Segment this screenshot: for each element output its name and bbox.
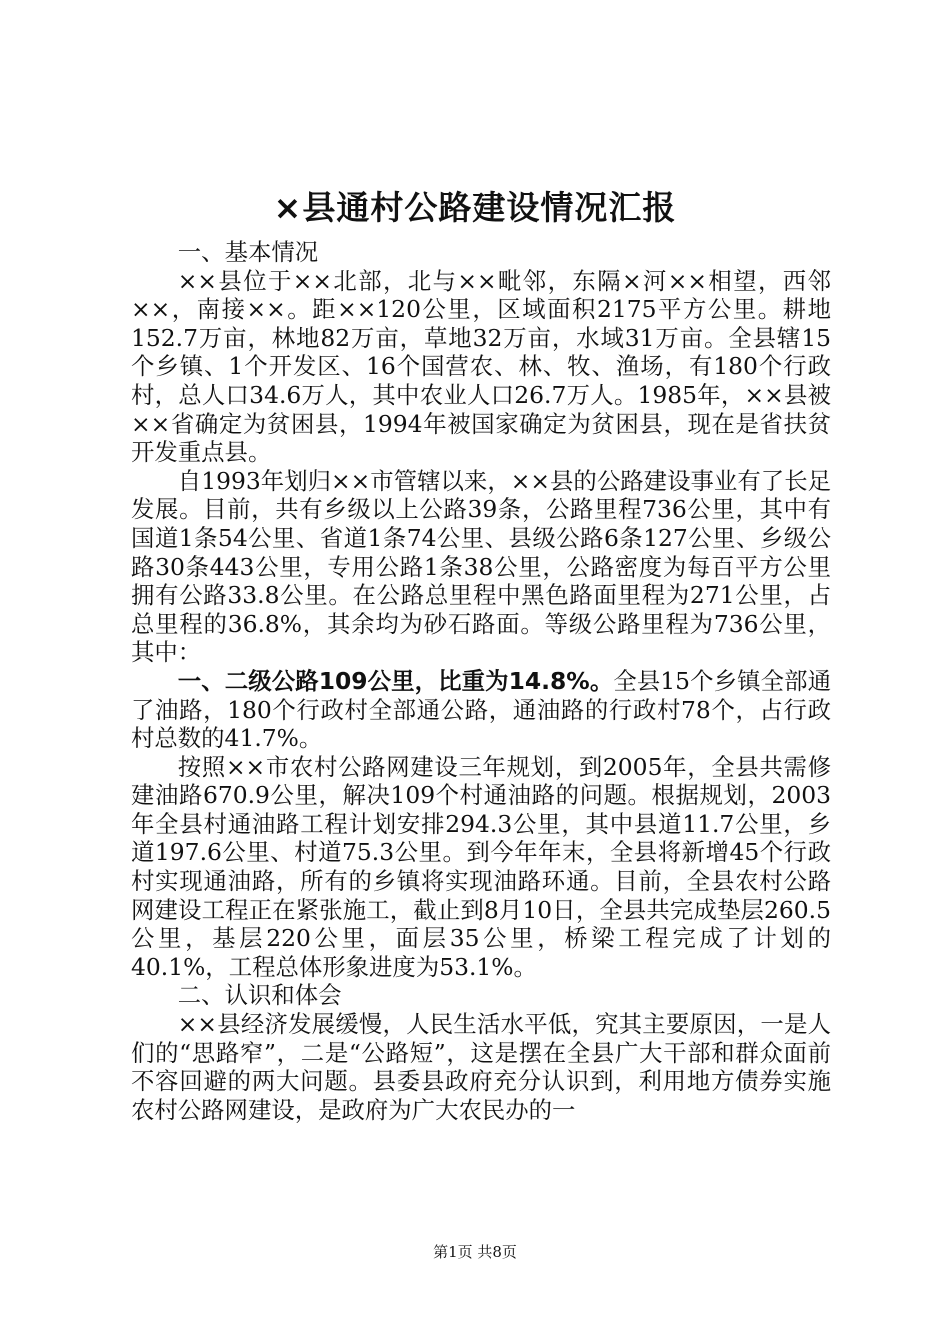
document-body bbox=[131, 238, 831, 1124]
paragraph-road-grades-rest: 全县15个乡镇全部通了油路，180个行政村全部通公路，通油路的行政村78个，占行政村总数的41.7%。 bbox=[131, 666, 831, 753]
page-title: ×县通村公路建设情况汇报 bbox=[273, 188, 677, 227]
paragraph-road-grades bbox=[131, 667, 831, 753]
section-heading-basic: 一、基本情况 bbox=[177, 238, 319, 266]
section-heading-understanding: 二、认识和体会 bbox=[177, 981, 342, 1010]
paragraph-understanding: ××县经济发展缓慢，人民生活水平低，究其主要原因，一是人们的“思路窄”，二是“公路短”，这是摆在全县广大干部和群众面前不容回避的两大问题。县委县政府充分认识到，利用地方债券实施农村公路网建设，是政府为广大农民办的一 bbox=[131, 1010, 831, 1124]
paragraph-three-year-plan: 按照××市农村公路网建设三年规划，到2005年，全县共需修建油路670.9公里，解决109个村通油路的问题。根据规划，2003年全县村通油路工程计划安排294.3公里，其中县道11.7公里，乡道197.6公里、村道75.3公里。到今年年末，全县将新增45个行政村实现通油路，所有的乡镇将实现油路环通。目前，全县农村公路网建设工程正在紧张施工，截止到8月10日，全县共完成垫层260.5公里，基层220公里，面层35公里，桥梁工程完成了计划的40.1%，工程总体形象进度为53.1%。 bbox=[131, 752, 831, 981]
page-number-footer: 第1页 共8页 bbox=[433, 1243, 517, 1261]
paragraph-county-overview: ××县位于××北部，北与××毗邻，东隔×河××相望，西邻××，南接××。距××120公里，区域面积2175平方公里。耕地152.7万亩，林地82万亩，草地32万亩，水域31万亩。全县辖15个乡镇、1个开发区、16个国营农、林、牧、渔场，有180个行政村，总人口34.6万人，其中农业人口26.7万人。1985年，××县被××省确定为贫困县，1994年被国家确定为贫困县，现在是省扶贫开发重点县。 bbox=[131, 266, 831, 467]
paragraph-road-grades-lead: 一、二级公路109公里，比重为14.8%。 bbox=[177, 666, 614, 695]
paragraph-road-development: 自1993年划归××市管辖以来，××县的公路建设事业有了长足发展。目前，共有乡级以上公路39条，公路里程736公里，其中有国道1条54公里、省道1条74公里、县级公路6条127公里、乡级公路30条443公里，专用公路1条38公里，公路密度为每百平方公里拥有公路33.8公里。在公路总里程中黑色路面里程为271公里，占总里程的36.8%，其余均为砂石路面。等级公路里程为736公里，其中： bbox=[131, 466, 831, 667]
